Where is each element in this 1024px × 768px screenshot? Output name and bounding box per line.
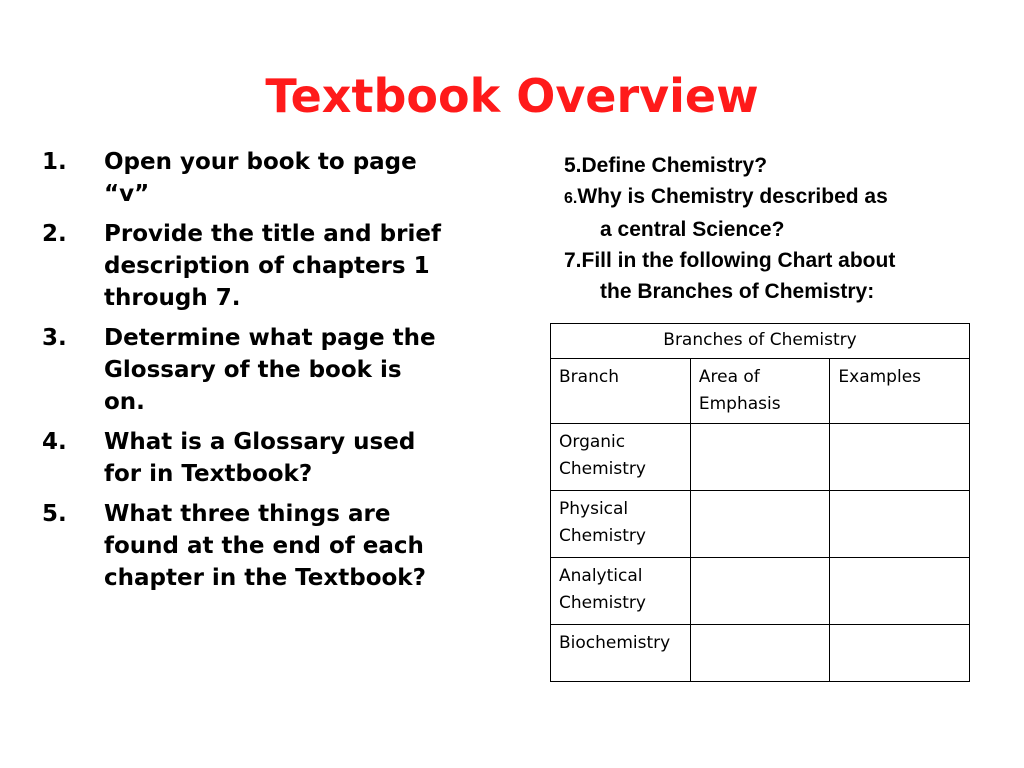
list-text: Determine what page the Glossary of the book is on.: [104, 325, 436, 415]
table-row: [551, 558, 970, 625]
list-number: 5.: [564, 154, 582, 177]
overview-question-list: [40, 146, 480, 602]
examples-cell[interactable]: [830, 491, 970, 558]
table-row: [551, 625, 970, 682]
table-caption: Branches of Chemistry: [551, 324, 970, 359]
list-item: [40, 322, 480, 418]
list-number: 3.: [42, 325, 67, 351]
table-row: [551, 424, 970, 491]
branch-cell: Physical Chemistry: [551, 491, 691, 558]
list-continuation: a central Science?: [600, 218, 785, 241]
examples-cell[interactable]: [830, 424, 970, 491]
list-text: What three things are found at the end of each chapter in the Textbook?: [104, 501, 426, 591]
table-row: [551, 491, 970, 558]
examples-cell[interactable]: [830, 558, 970, 625]
area-of-emphasis-cell[interactable]: [690, 491, 830, 558]
list-item: [564, 150, 984, 181]
list-item: [564, 245, 984, 276]
column-header-examples: Examples: [830, 359, 970, 424]
branch-cell: Biochemistry: [551, 625, 691, 682]
list-number: 2.: [42, 221, 67, 247]
list-number: 7.: [564, 249, 582, 272]
table-caption-row: [551, 324, 970, 359]
list-text: Provide the title and brief description of chapters 1 through 7.: [104, 221, 441, 311]
area-of-emphasis-cell[interactable]: [690, 424, 830, 491]
list-item: [40, 218, 480, 314]
examples-cell[interactable]: [830, 625, 970, 682]
branch-cell: Analytical Chemistry: [551, 558, 691, 625]
list-item: [564, 181, 984, 214]
area-of-emphasis-cell[interactable]: [690, 625, 830, 682]
list-number: 6.: [564, 190, 578, 207]
list-item: [40, 498, 480, 594]
list-item: [40, 146, 480, 210]
list-number: 4.: [42, 429, 67, 455]
area-of-emphasis-cell[interactable]: [690, 558, 830, 625]
list-item: [40, 426, 480, 490]
column-header-branch: Branch: [551, 359, 691, 424]
column-header-area-of-emphasis: Area of Emphasis: [690, 359, 830, 424]
list-text: Why is Chemistry described as: [577, 185, 888, 208]
list-text: What is a Glossary used for in Textbook?: [104, 429, 416, 487]
slide-title: Textbook Overview: [265, 69, 759, 123]
branch-cell: Organic Chemistry: [551, 424, 691, 491]
list-text: Fill in the following Chart about: [581, 249, 896, 272]
list-text: Open your book to page “v”: [104, 149, 417, 207]
list-text: Define Chemistry?: [581, 154, 768, 177]
branches-of-chemistry-table: [550, 323, 970, 682]
list-number: 5.: [42, 501, 67, 527]
list-continuation: the Branches of Chemistry:: [600, 280, 875, 303]
table-header-row: [551, 359, 970, 424]
chemistry-question-list: [564, 150, 984, 307]
list-number: 1.: [42, 149, 67, 175]
